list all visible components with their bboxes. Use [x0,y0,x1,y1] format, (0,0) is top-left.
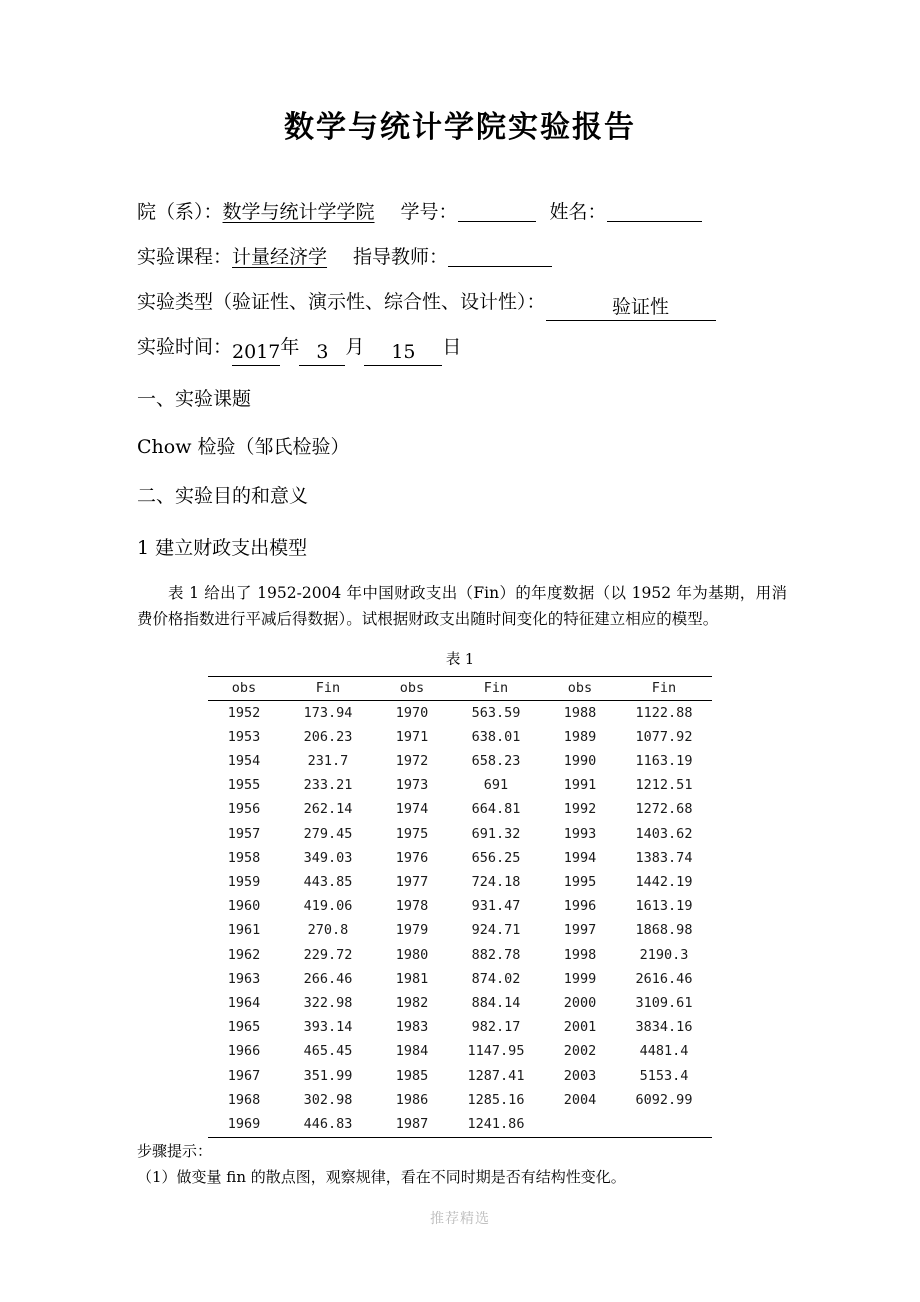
table-body [208,701,712,1138]
experiment-time-label: 实验时间： [137,336,233,358]
table-cell: 302.98 [303,1091,353,1108]
form-line-department [137,190,787,235]
table-cell: 1987 [376,1112,448,1137]
table-cell: 4481.4 [639,1043,689,1060]
table-cell: 1995 [563,873,597,890]
table-cell: 233.21 [303,777,353,794]
table-cell: 3834.16 [635,1019,693,1036]
table-cell: 931.47 [471,898,521,915]
report-form-header [137,190,787,370]
table-cell: 231.7 [307,752,349,769]
table-row [208,1040,712,1064]
table-cell: 1999 [563,970,597,987]
column-header: obs [376,677,448,701]
table-cell: 1991 [563,777,597,794]
table-cell: 691.32 [471,825,521,842]
table-cell [544,1112,616,1137]
table-cell: 1994 [563,849,597,866]
table-cell: 173.94 [303,704,353,721]
table-row [208,1088,712,1112]
table-cell: 1957 [227,825,261,842]
table-header [208,677,712,701]
table-cell: 2000 [563,994,597,1011]
table-cell: 1988 [563,704,597,721]
table-cell: 2002 [563,1043,597,1060]
table-row [208,822,712,846]
table-cell: 5153.4 [639,1067,689,1084]
table-cell: 882.78 [471,946,521,963]
table-cell: 1983 [395,1019,429,1036]
table-row [208,1064,712,1088]
table-cell: 1967 [227,1067,261,1084]
table-row [208,991,712,1015]
table-cell: 1403.62 [635,825,693,842]
column-header: Fin [448,677,544,701]
steps-notes [137,1138,797,1190]
table-cell: 262.14 [303,801,353,818]
form-line-type [137,280,787,325]
table-cell: 419.06 [303,898,353,915]
table-row [208,870,712,894]
table-row [208,774,712,798]
table-cell: 1954 [227,752,261,769]
table-cell: 1979 [395,922,429,939]
table-cell: 1978 [395,898,429,915]
table-cell: 2004 [563,1091,597,1108]
watermark: 推荐精选 [430,1211,490,1227]
table-cell: 2001 [563,1019,597,1036]
table-cell: 2616.46 [635,970,693,987]
month-unit: 月 [345,336,365,358]
table-cell: 1960 [227,898,261,915]
teacher-field[interactable] [448,246,552,267]
table-cell: 266.46 [303,970,353,987]
table-cell [616,1112,712,1137]
table-row [208,725,712,749]
table-cell: 349.03 [303,849,353,866]
table-row [208,1016,712,1040]
table-row [208,1112,712,1137]
table-cell: 1272.68 [635,801,693,818]
table-cell: 1962 [227,946,261,963]
table-cell: 1442.19 [635,873,693,890]
notes-item-1: （1）做变量 fin 的散点图，观察规律，看在不同时期是否有结构性变化。 [137,1168,626,1186]
table-row [208,919,712,943]
department-value[interactable]: 数学与统计学学院 [222,201,375,223]
table-cell: 1965 [227,1019,261,1036]
table-cell: 322.98 [303,994,353,1011]
table-cell: 1992 [563,801,597,818]
table-cell: 1613.19 [635,898,693,915]
table-cell: 1963 [227,970,261,987]
table-cell: 1287.41 [467,1067,525,1084]
day-unit: 日 [442,336,462,358]
name-label: 姓名： [549,201,607,223]
course-value[interactable]: 计量经济学 [232,246,328,268]
table-cell: 1989 [563,728,597,745]
fin-data-table-wrapper [208,676,712,1138]
table-row [208,846,712,870]
fin-data-table [208,676,712,1138]
section-heading-1: 一、实验课题 [137,388,252,410]
table-cell: 638.01 [471,728,521,745]
section-heading-2: 二、实验目的和意义 [137,485,309,507]
table-cell: 1968 [227,1091,261,1108]
table-cell: 465.45 [303,1043,353,1060]
table-cell: 1970 [395,704,429,721]
table-cell: 2190.3 [639,946,689,963]
body-paragraph-1: 表 1 给出了 1952-2004 年中国财政支出（Fin）的年度数据（以 1952 年为基期，用消费价格指数进行平减后得数据）。试根据财政支出随时间变化的特征建立相应的模型。 [137,584,787,628]
table-cell: 1285.16 [467,1091,525,1108]
table-cell: 6092.99 [635,1091,693,1108]
table-cell: 2003 [563,1067,597,1084]
column-header: Fin [616,677,712,701]
table-cell: 1964 [227,994,261,1011]
table-cell: 691 [483,777,509,794]
table-caption: 表 1 [445,652,475,668]
table-cell: 1147.95 [467,1043,525,1060]
table-cell: 982.17 [471,1019,521,1036]
table-cell: 1955 [227,777,261,794]
table-cell: 1982 [395,994,429,1011]
table-cell: 724.18 [471,873,521,890]
table-row [208,943,712,967]
table-row [208,798,712,822]
table-cell: 270.8 [307,922,349,939]
table-cell: 1986 [395,1091,429,1108]
table-cell: 1952 [227,704,261,721]
table-cell: 1959 [227,873,261,890]
experiment-type-label: 实验类型（验证性、演示性、综合性、设计性）： [137,291,546,313]
table-row [208,701,712,726]
table-cell: 656.25 [471,849,521,866]
table-cell: 1977 [395,873,429,890]
table-cell: 1996 [563,898,597,915]
table-row [208,895,712,919]
table-cell: 279.45 [303,825,353,842]
table-cell: 446.83 [280,1112,376,1137]
page-title: 数学与统计学院实验报告 [284,110,636,145]
course-label: 实验课程： [137,246,233,268]
table-cell: 1969 [208,1112,280,1137]
column-header: obs [544,677,616,701]
table-cell: 1212.51 [635,777,693,794]
column-header: obs [208,677,280,701]
table-cell: 1981 [395,970,429,987]
table-cell: 1077.92 [635,728,693,745]
table-cell: 1980 [395,946,429,963]
table-cell: 658.23 [471,752,521,769]
table-cell: 884.14 [471,994,521,1011]
table-cell: 229.72 [303,946,353,963]
table-cell: 1973 [395,777,429,794]
subsection-heading-1: 1 建立财政支出模型 [137,537,308,559]
table-cell: 443.85 [303,873,353,890]
table-cell: 1976 [395,849,429,866]
table-cell: 1961 [227,922,261,939]
year-unit: 年 [280,336,300,358]
table-cell: 1972 [395,752,429,769]
table-cell: 1985 [395,1067,429,1084]
experiment-topic: Chow 检验（邹氏检验） [137,436,350,458]
table-cell: 1993 [563,825,597,842]
table-cell: 1953 [227,728,261,745]
student-id-field[interactable] [458,201,536,222]
table-cell: 1998 [563,946,597,963]
table-cell: 1974 [395,801,429,818]
form-line-course [137,235,787,280]
table-cell: 563.59 [471,704,521,721]
table-cell: 1241.86 [448,1112,544,1137]
table-cell: 1122.88 [635,704,693,721]
department-label: 院（系）： [137,201,223,223]
teacher-label: 指导教师： [353,246,449,268]
student-id-label: 学号： [400,201,458,223]
year-field[interactable]: 2017 [232,339,280,366]
table-cell: 1383.74 [635,849,693,866]
table-cell: 1971 [395,728,429,745]
table-cell: 1868.98 [635,922,693,939]
table-cell: 3109.61 [635,994,693,1011]
table-cell: 1990 [563,752,597,769]
column-header: Fin [280,677,376,701]
table-row [208,967,712,991]
notes-title: 步骤提示： [137,1142,213,1160]
table-cell: 924.71 [471,922,521,939]
table-cell: 393.14 [303,1019,353,1036]
experiment-type-value[interactable]: 验证性 [546,294,716,321]
table-cell: 1984 [395,1043,429,1060]
name-field[interactable] [607,201,702,222]
table-row [208,749,712,773]
table-cell: 664.81 [471,801,521,818]
table-header-row [208,677,712,701]
form-line-time [137,325,787,370]
table-cell: 1163.19 [635,752,693,769]
month-field[interactable]: 3 [299,339,345,366]
table-cell: 1975 [395,825,429,842]
table-cell: 351.99 [303,1067,353,1084]
table-cell: 1997 [563,922,597,939]
day-field[interactable]: 15 [364,339,442,366]
table-cell: 874.02 [471,970,521,987]
table-cell: 1966 [227,1043,261,1060]
table-cell: 1958 [227,849,261,866]
table-cell: 1956 [227,801,261,818]
table-cell: 206.23 [303,728,353,745]
